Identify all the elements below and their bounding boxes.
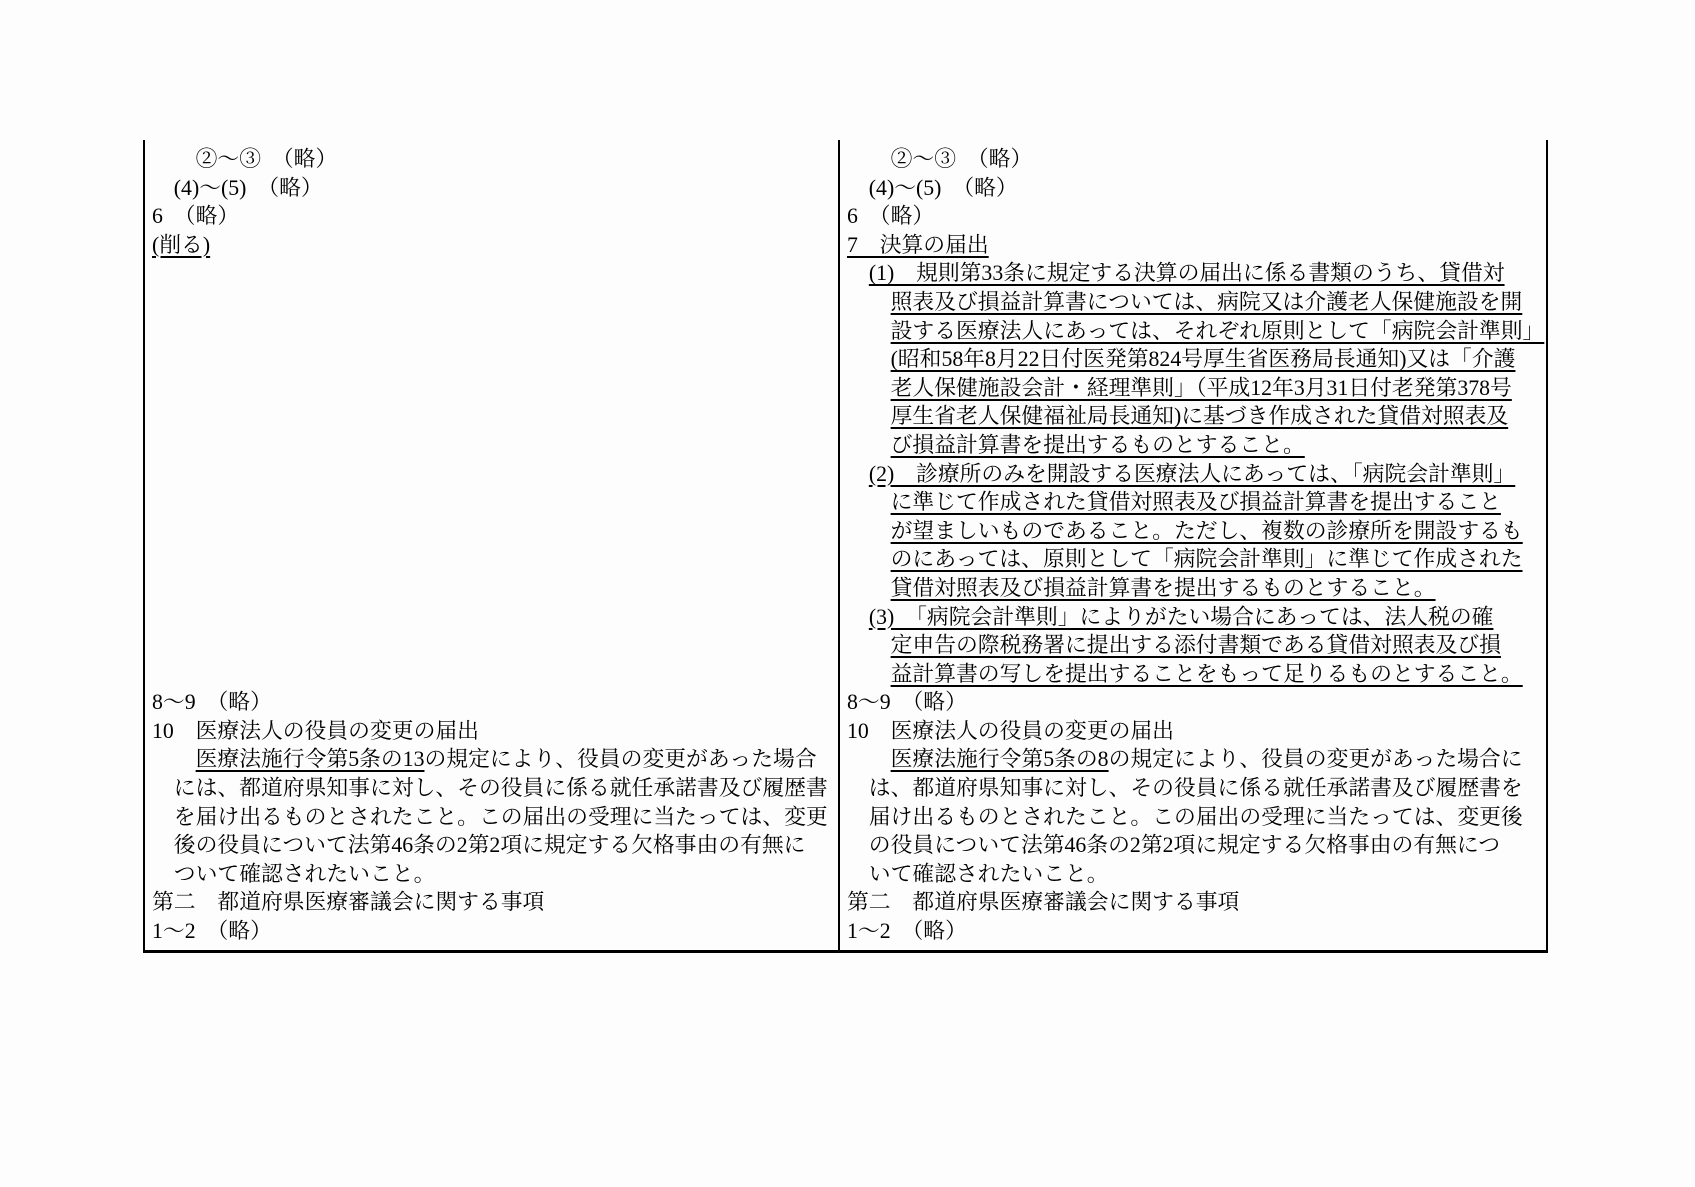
new-version-column [838, 140, 1546, 950]
text-line [847, 860, 1544, 889]
underlined-text: 医療法施行令第5条の13 [195, 747, 425, 772]
text-segment [847, 433, 891, 457]
text-segment: ②～③ （略） [152, 147, 338, 171]
text-segment: の規定により、役員の変更があった場合 [424, 747, 817, 772]
text-line [152, 917, 836, 946]
text-line [847, 574, 1544, 603]
underlined-text: (3) 「病院会計準則」によりがたい場合にあっては、法人税の確 [868, 604, 1494, 629]
text-segment: 後の役員について法第46条の2第2項に規定する欠格事由の有無に [152, 833, 806, 858]
text-line [152, 803, 836, 832]
text-line [847, 831, 1544, 860]
text-segment [152, 747, 196, 771]
text-segment: 10 医療法人の役員の変更の届出 [847, 718, 1174, 743]
text-line [152, 831, 836, 860]
text-line [152, 374, 836, 403]
text-line [152, 517, 836, 546]
text-segment [847, 319, 891, 343]
text-line [847, 774, 1544, 803]
comparison-table [143, 140, 1548, 953]
text-segment [847, 462, 869, 486]
underlined-text: のにあっては、原則として「病院会計準則」に準じて作成された [890, 547, 1523, 572]
text-segment [847, 576, 891, 600]
text-line [847, 545, 1544, 574]
text-line [847, 888, 1544, 917]
text-segment: (4)～(5) （略） [847, 175, 1018, 200]
text-line [152, 460, 836, 489]
text-segment [847, 290, 891, 314]
text-line [847, 660, 1544, 689]
text-line [847, 259, 1544, 288]
underlined-text: び損益計算書を提出するものとすること。 [890, 432, 1305, 457]
underlined-text: 7 決算の届出 [847, 232, 989, 257]
text-line [847, 317, 1544, 346]
text-line [152, 202, 836, 231]
text-line [152, 402, 836, 431]
underlined-text: 照表及び損益計算書については、病院又は介護老人保健施設を開 [890, 289, 1523, 314]
text-line [152, 660, 836, 689]
text-segment [847, 633, 891, 657]
text-segment: には、都道府県知事に対し、その役員に係る就任承諾書及び履歴書 [152, 776, 828, 801]
text-segment: 1～2 （略） [847, 919, 967, 944]
text-segment: 8～9 （略） [847, 690, 967, 715]
text-segment: (4)～(5) （略） [152, 175, 323, 200]
text-segment [847, 747, 891, 771]
underlined-text: (昭和58年8月22日付医発第824号厚生省医務局長通知)又は「介護 [890, 347, 1516, 372]
underlined-text: 厚生省老人保健福祉局長通知)に基づき作成された貸借対照表及 [890, 404, 1509, 429]
text-segment [847, 404, 891, 428]
text-line [152, 774, 836, 803]
text-segment: ついて確認されたいこと。 [152, 861, 436, 886]
text-line [152, 603, 836, 632]
text-line [847, 460, 1544, 489]
text-segment [847, 547, 891, 571]
text-segment: 6 （略） [847, 204, 935, 229]
text-segment [847, 605, 869, 629]
text-segment: は、都道府県知事に対し、その役員に係る就任承諾書及び履歴書を [847, 776, 1523, 801]
text-line [847, 345, 1544, 374]
text-segment: 届け出るものとされたこと。この届出の受理に当たっては、変更後 [847, 804, 1523, 829]
text-line [152, 745, 836, 774]
text-segment: 8～9 （略） [152, 690, 272, 715]
text-line [152, 259, 836, 288]
text-line [847, 603, 1544, 632]
text-line [152, 288, 836, 317]
text-segment: 10 医療法人の役員の変更の届出 [152, 718, 479, 743]
text-line [152, 231, 836, 260]
underlined-text: 貸借対照表及び損益計算書を提出するものとすること。 [890, 575, 1436, 600]
text-line [847, 517, 1544, 546]
underlined-text: (削る) [152, 232, 211, 257]
text-line [847, 688, 1544, 717]
text-line [847, 717, 1544, 746]
text-line [847, 288, 1544, 317]
text-line [152, 317, 836, 346]
text-segment: いて確認されたいこと。 [847, 861, 1109, 886]
text-segment [847, 261, 869, 285]
underlined-text: 設する医療法人にあっては、それぞれ原則として「病院会計準則」 [890, 318, 1545, 343]
text-segment [847, 662, 891, 686]
text-line [847, 202, 1544, 231]
underlined-text: 益計算書の写しを提出することをもって足りるものとすること。 [890, 661, 1523, 686]
text-segment: を届け出るものとされたこと。この届出の受理に当たっては、変更 [152, 804, 828, 829]
underlined-text: に準じて作成された貸借対照表及び損益計算書を提出すること [890, 490, 1501, 515]
text-segment [847, 376, 891, 400]
text-line [152, 860, 836, 889]
text-line [847, 488, 1544, 517]
text-line [152, 545, 836, 574]
text-segment: 第二 都道府県医療審議会に関する事項 [152, 890, 545, 915]
text-line [152, 345, 836, 374]
underlined-text: (2) 診療所のみを開設する医療法人にあっては、「病院会計準則」 [868, 461, 1516, 486]
text-line [847, 431, 1544, 460]
text-line [847, 631, 1544, 660]
underlined-text: 定申告の際税務署に提出する添付書類である貸借対照表及び損 [890, 633, 1501, 658]
text-segment: 1～2 （略） [152, 919, 272, 944]
text-line [847, 174, 1544, 203]
text-line [152, 431, 836, 460]
text-line [847, 402, 1544, 431]
text-line [152, 488, 836, 517]
text-line [152, 688, 836, 717]
text-line [152, 574, 836, 603]
text-line [152, 717, 836, 746]
text-line [152, 174, 836, 203]
text-segment: 第二 都道府県医療審議会に関する事項 [847, 890, 1240, 915]
text-line [847, 803, 1544, 832]
underlined-text: (1) 規則第33条に規定する決算の届出に係る書類のうち、貸借対 [868, 261, 1505, 286]
text-line [847, 231, 1544, 260]
text-segment: 6 （略） [152, 204, 240, 229]
text-segment: の規定により、役員の変更があった場合に [1108, 747, 1523, 772]
text-segment: の役員について法第46条の2第2項に規定する欠格事由の有無につ [847, 833, 1501, 858]
underlined-text: が望ましいものであること。ただし、複数の診療所を開設するも [890, 518, 1523, 543]
text-line [847, 145, 1544, 174]
text-segment: ②～③ （略） [847, 147, 1033, 171]
text-line [847, 745, 1544, 774]
old-version-column [145, 140, 838, 950]
text-segment [847, 519, 891, 543]
text-line [152, 145, 836, 174]
underlined-text: 老人保健施設会計・経理準則」（平成12年3月31日付老発第378号 [890, 375, 1512, 400]
text-line [847, 374, 1544, 403]
text-line [847, 917, 1544, 946]
underlined-text: 医療法施行令第5条の8 [890, 747, 1109, 772]
text-line [152, 631, 836, 660]
text-line [152, 888, 836, 917]
text-segment [847, 490, 891, 514]
text-segment [847, 347, 891, 371]
